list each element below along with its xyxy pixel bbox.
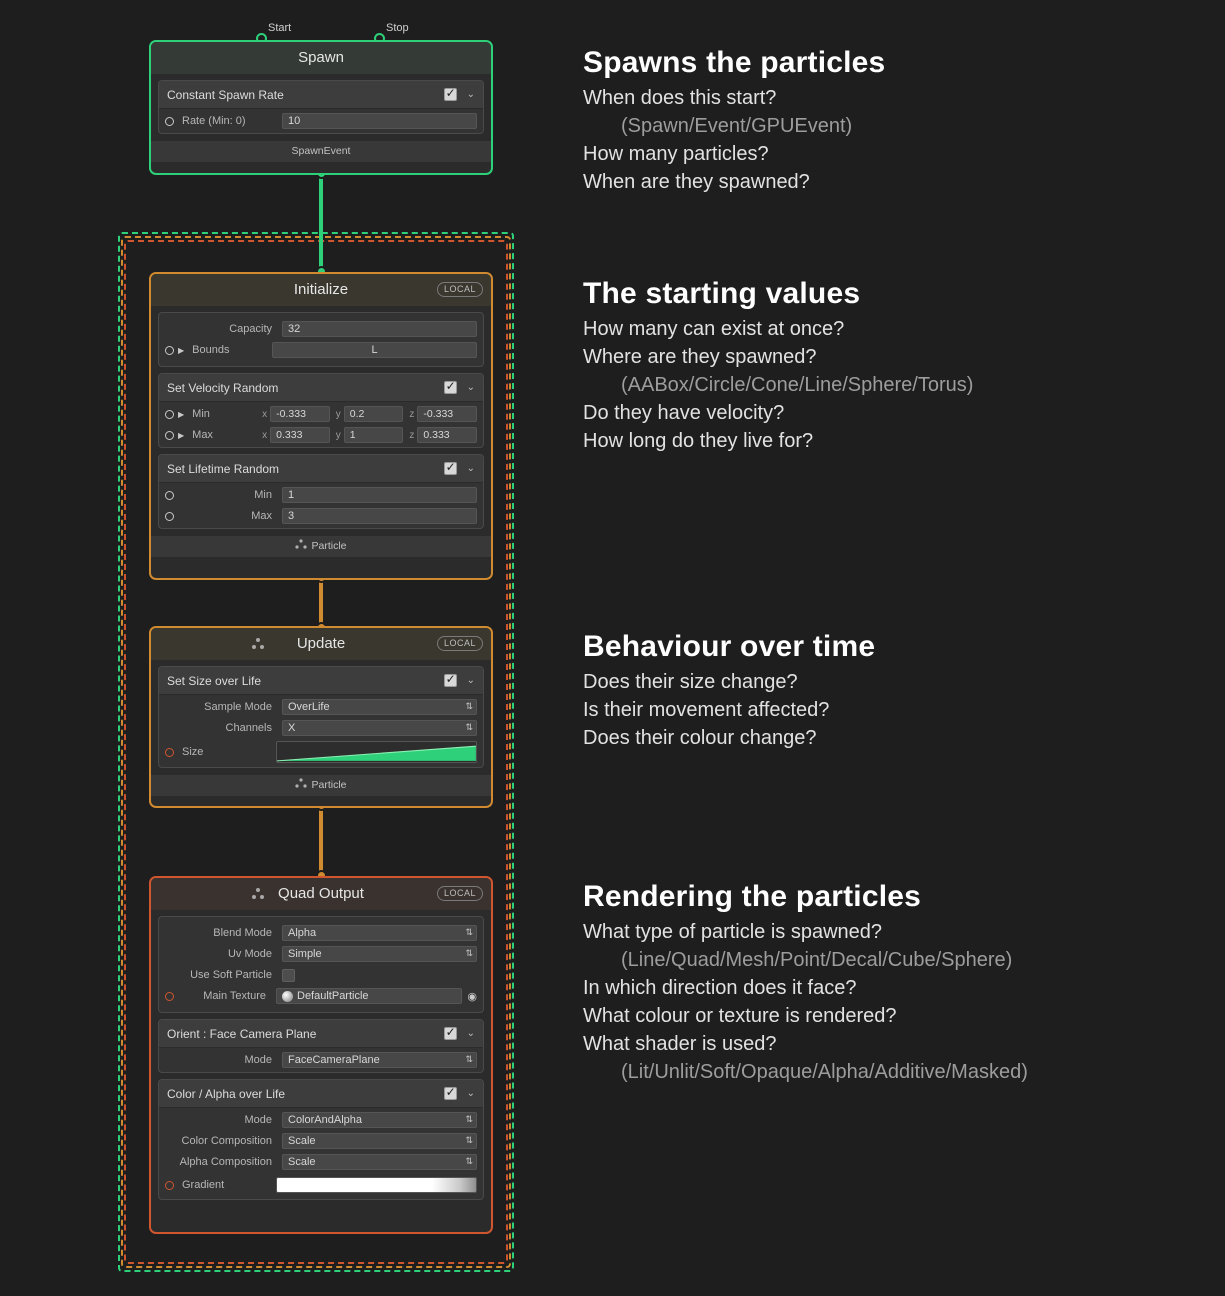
- bounds-badge: L: [371, 344, 378, 356]
- row-label: Channels: [225, 722, 272, 734]
- row-label: Sample Mode: [204, 701, 272, 713]
- chevron-down-icon[interactable]: ⌄: [466, 382, 475, 393]
- vector3-input[interactable]: [262, 427, 477, 443]
- spacer: [165, 950, 174, 959]
- block-title: Color / Alpha over Life: [167, 1086, 286, 1101]
- row-uv-mode[interactable]: [159, 945, 483, 963]
- footer-label: Particle: [311, 779, 347, 791]
- block-header[interactable]: [159, 1020, 483, 1048]
- annotation-line: (Spawn/Event/GPUEvent): [621, 115, 853, 137]
- block-header[interactable]: [159, 667, 483, 695]
- annotation-line: How long do they live for?: [583, 430, 814, 452]
- row-color-composition[interactable]: [159, 1132, 483, 1150]
- block-title: Set Lifetime Random: [167, 461, 280, 476]
- annotation-line: Does their size change?: [583, 671, 798, 693]
- input-port-icon[interactable]: [165, 346, 174, 355]
- sample-mode-dropdown[interactable]: OverLife ⇅: [282, 699, 477, 715]
- input-port-icon[interactable]: [165, 410, 174, 419]
- input-port-icon[interactable]: [165, 117, 174, 126]
- particle-icon: [251, 887, 265, 901]
- x-input[interactable]: 0.333: [270, 427, 330, 443]
- enable-checkbox[interactable]: [444, 88, 457, 101]
- node-update-title-text: Update: [296, 635, 346, 652]
- row-main-texture[interactable]: [159, 987, 483, 1005]
- spacer: [165, 325, 174, 334]
- node-update-title: [151, 628, 491, 660]
- axis-label-y: y: [335, 408, 341, 420]
- row-lifetime-min[interactable]: [159, 486, 483, 504]
- node-initialize-title-text: Initialize: [293, 281, 349, 298]
- y-input[interactable]: 0.2: [344, 406, 404, 422]
- row-gradient[interactable]: [159, 1174, 483, 1196]
- z-input[interactable]: 0.333: [417, 427, 477, 443]
- enable-checkbox[interactable]: [444, 674, 457, 687]
- chevron-down-icon[interactable]: ⌄: [466, 463, 475, 474]
- x-component[interactable]: [262, 406, 330, 422]
- annotation-line: How many can exist at once?: [583, 318, 845, 340]
- y-component[interactable]: [336, 427, 404, 443]
- spacer: [165, 703, 174, 712]
- block-set-lifetime-random[interactable]: [158, 454, 484, 529]
- row-label: Max: [192, 429, 213, 441]
- row-label: Size: [182, 746, 204, 758]
- row-velocity-min[interactable]: [159, 405, 483, 423]
- annotation-update: [583, 630, 1203, 752]
- y-input[interactable]: 1: [344, 427, 404, 443]
- annotation-line: When are they spawned?: [583, 171, 810, 193]
- row-label: Mode: [244, 1114, 272, 1126]
- spacer: [165, 1158, 174, 1167]
- node-initialize[interactable]: [149, 272, 493, 580]
- lifetime-max-input[interactable]: 3: [282, 508, 477, 524]
- row-label: Min: [192, 408, 210, 420]
- row-label: Blend Mode: [213, 927, 272, 939]
- use-soft-particle-checkbox[interactable]: [282, 969, 295, 982]
- row-label: Color Composition: [181, 1135, 272, 1147]
- input-port-icon[interactable]: [165, 491, 174, 500]
- axis-label-z: z: [409, 429, 415, 441]
- annotation-initialize: [583, 277, 1203, 455]
- block-header[interactable]: [159, 374, 483, 402]
- row-orient-mode[interactable]: [159, 1051, 483, 1069]
- axis-label-y: y: [335, 429, 341, 441]
- annotation-line: Where are they spawned?: [583, 346, 817, 368]
- particle-icon: [251, 637, 265, 651]
- z-component[interactable]: [409, 406, 477, 422]
- block-header[interactable]: [159, 81, 483, 109]
- block-orient-face-camera-plane[interactable]: [158, 1019, 484, 1073]
- axis-label-z: z: [409, 408, 415, 420]
- block-constant-spawn-rate[interactable]: [158, 80, 484, 134]
- node-initialize-footer: [151, 535, 491, 557]
- color-mode-dropdown[interactable]: ColorAndAlpha ⇅: [282, 1112, 477, 1128]
- row-lifetime-max[interactable]: [159, 507, 483, 525]
- particle-icon: [295, 778, 307, 789]
- annotation-heading: The starting values: [583, 277, 861, 310]
- annotation-line: In which direction does it face?: [583, 977, 857, 999]
- row-label: Alpha Composition: [179, 1156, 272, 1168]
- block-color-alpha-over-life[interactable]: [158, 1079, 484, 1200]
- node-spawn-title: Spawn: [151, 42, 491, 74]
- input-port-icon[interactable]: [165, 748, 174, 757]
- row-capacity[interactable]: [159, 320, 483, 338]
- block-output-settings[interactable]: [158, 916, 484, 1013]
- lifetime-min-input[interactable]: 1: [282, 487, 477, 503]
- enable-checkbox[interactable]: [444, 1027, 457, 1040]
- spacer: [165, 1116, 174, 1125]
- block-set-velocity-random[interactable]: [158, 373, 484, 448]
- x-component[interactable]: [262, 427, 330, 443]
- annotation-line: Is their movement affected?: [583, 699, 830, 721]
- annotation-spawn: [583, 46, 1203, 196]
- block-initialize-settings[interactable]: [158, 312, 484, 367]
- chevron-down-icon[interactable]: ⌄: [466, 89, 475, 100]
- annotation-heading: Behaviour over time: [583, 630, 876, 663]
- row-label: Max: [251, 510, 272, 522]
- annotation-line: (Line/Quad/Mesh/Point/Decal/Cube/Sphere): [621, 949, 1013, 971]
- enable-checkbox[interactable]: [444, 462, 457, 475]
- spacer: [165, 1056, 174, 1065]
- alpha-composition-dropdown[interactable]: Scale ⇅: [282, 1154, 477, 1170]
- color-composition-dropdown[interactable]: Scale ⇅: [282, 1133, 477, 1149]
- texture-thumbnail-icon: [282, 991, 293, 1002]
- enable-checkbox[interactable]: [444, 381, 457, 394]
- orient-mode-dropdown[interactable]: FaceCameraPlane ⇅: [282, 1052, 477, 1068]
- row-sample-mode[interactable]: [159, 698, 483, 716]
- input-port-icon[interactable]: [165, 1181, 174, 1190]
- node-spawn-footer: SpawnEvent: [151, 140, 491, 162]
- main-texture-object-field[interactable]: [276, 988, 462, 1004]
- chevron-down-icon[interactable]: ⌄: [466, 1088, 475, 1099]
- chevron-down-icon[interactable]: ⌄: [466, 1028, 475, 1039]
- uv-mode-dropdown[interactable]: Simple ⇅: [282, 946, 477, 962]
- blend-mode-dropdown[interactable]: Alpha ⇅: [282, 925, 477, 941]
- input-port-icon[interactable]: [165, 992, 174, 1001]
- row-label: Use Soft Particle: [190, 969, 272, 981]
- row-label: Gradient: [182, 1179, 225, 1191]
- row-alpha-composition[interactable]: [159, 1153, 483, 1171]
- chevron-down-icon[interactable]: ⌄: [466, 675, 475, 686]
- start-port-label: Start: [268, 22, 292, 34]
- wire-spawn-to-initialize: [319, 172, 323, 276]
- row-label: Mode: [244, 1054, 272, 1066]
- row-rate[interactable]: [159, 112, 483, 130]
- annotation-line: What type of particle is spawned?: [583, 921, 883, 943]
- annotation-line: (Lit/Unlit/Soft/Opaque/Alpha/Additive/Masked): [621, 1061, 1028, 1083]
- annotation-line: What shader is used?: [583, 1033, 777, 1055]
- expand-triangle-icon[interactable]: ▶: [178, 345, 185, 355]
- annotation-line: What colour or texture is rendered?: [583, 1005, 897, 1027]
- capacity-input[interactable]: 32: [282, 321, 477, 337]
- row-label: Rate (Min: 0): [182, 115, 246, 127]
- local-badge: LOCAL: [437, 282, 483, 297]
- z-component[interactable]: [409, 427, 477, 443]
- row-label: Main Texture: [203, 990, 266, 1002]
- node-quad-output[interactable]: [149, 876, 493, 1234]
- local-badge: LOCAL: [437, 886, 483, 901]
- input-port-icon[interactable]: [165, 431, 174, 440]
- block-set-size-over-life[interactable]: [158, 666, 484, 768]
- channels-dropdown[interactable]: X ⇅: [282, 720, 477, 736]
- x-input[interactable]: -0.333: [270, 406, 330, 422]
- curve-graphic: [277, 742, 476, 763]
- spacer: [165, 724, 174, 733]
- block-title: Set Size over Life: [167, 673, 262, 688]
- footer-label: Particle: [311, 540, 347, 552]
- axis-label-x: x: [262, 408, 268, 420]
- block-title: Orient : Face Camera Plane: [167, 1026, 317, 1041]
- block-title: Constant Spawn Rate: [167, 87, 284, 102]
- z-input[interactable]: -0.333: [417, 406, 477, 422]
- annotation-line: Does their colour change?: [583, 727, 817, 749]
- annotation-line: (AABox/Circle/Cone/Line/Sphere/Torus): [621, 374, 974, 396]
- row-label: Bounds: [192, 344, 230, 356]
- node-quad-output-title-text: Quad Output: [278, 885, 364, 902]
- row-use-soft-particle[interactable]: [159, 966, 483, 984]
- row-color-mode[interactable]: [159, 1111, 483, 1129]
- local-badge: LOCAL: [437, 636, 483, 651]
- block-header[interactable]: [159, 1080, 483, 1108]
- node-spawn[interactable]: [149, 40, 493, 175]
- row-blend-mode[interactable]: [159, 924, 483, 942]
- node-initialize-title: [151, 274, 491, 306]
- axis-label-x: x: [262, 429, 268, 441]
- spacer: [165, 929, 174, 938]
- stop-port-label: Stop: [386, 22, 409, 34]
- row-channels[interactable]: [159, 719, 483, 737]
- input-port-icon[interactable]: [165, 512, 174, 521]
- row-label: Uv Mode: [227, 948, 272, 960]
- main-texture-name: DefaultParticle: [297, 990, 369, 1002]
- enable-checkbox[interactable]: [444, 1087, 457, 1100]
- annotation-line: When does this start?: [583, 87, 777, 109]
- annotation-output: [583, 880, 1203, 1086]
- spacer: [165, 1137, 174, 1146]
- annotation-heading: Rendering the particles: [583, 880, 922, 913]
- vector3-input[interactable]: [262, 406, 477, 422]
- annotation-heading: Spawns the particles: [583, 46, 886, 79]
- block-header[interactable]: [159, 455, 483, 483]
- bounds-value[interactable]: [272, 342, 477, 358]
- node-quad-output-title: [151, 878, 491, 910]
- expand-triangle-icon[interactable]: ▶: [178, 430, 185, 440]
- node-update[interactable]: [149, 626, 493, 808]
- rate-input[interactable]: 10: [282, 113, 477, 129]
- annotation-line: Do they have velocity?: [583, 402, 785, 424]
- node-update-footer: [151, 774, 491, 796]
- row-bounds[interactable]: [159, 341, 483, 359]
- annotation-line: How many particles?: [583, 143, 769, 165]
- texture-picker-icon[interactable]: ◉: [467, 990, 477, 1003]
- gradient-field[interactable]: [276, 1177, 477, 1193]
- row-velocity-max[interactable]: [159, 426, 483, 444]
- y-component[interactable]: [336, 406, 404, 422]
- row-label: Capacity: [229, 323, 272, 335]
- row-size-curve[interactable]: [159, 740, 483, 764]
- spacer: [165, 971, 174, 980]
- particle-icon: [295, 539, 307, 550]
- row-label: Min: [254, 489, 272, 501]
- expand-triangle-icon[interactable]: ▶: [178, 409, 185, 419]
- size-curve-field[interactable]: [276, 741, 477, 763]
- block-title: Set Velocity Random: [167, 380, 279, 395]
